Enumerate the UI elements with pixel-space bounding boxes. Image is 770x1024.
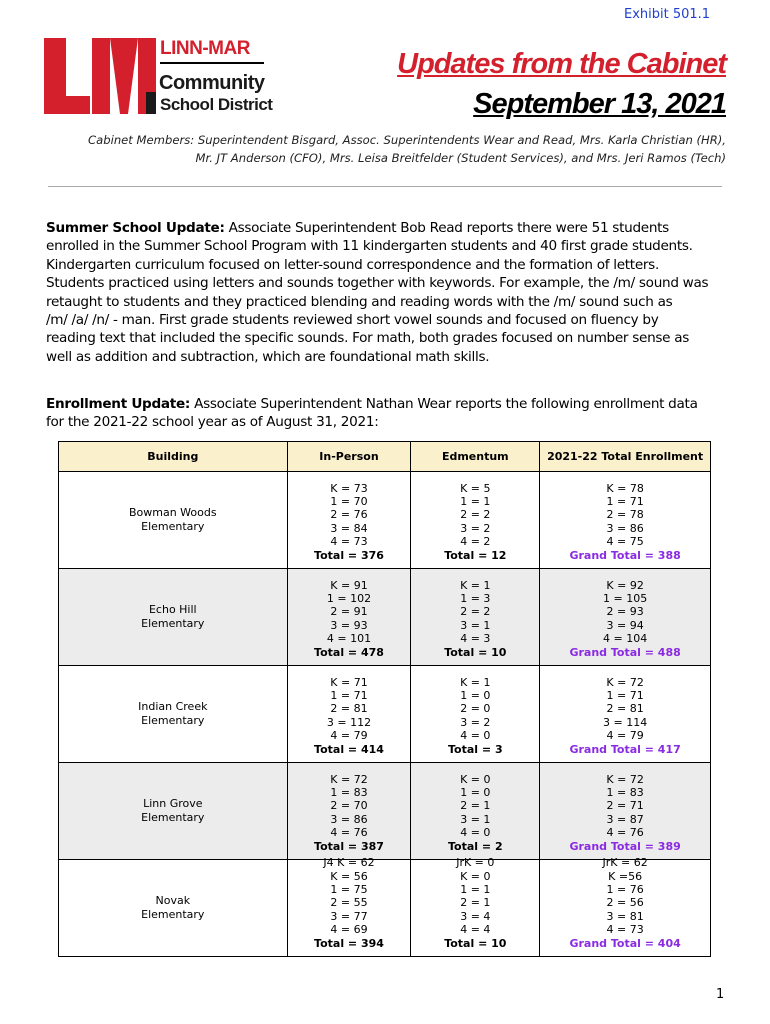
grade-count: 3 = 1	[460, 812, 491, 826]
grade-count: 4 = 73	[606, 923, 644, 937]
column-total: Total = 12	[444, 548, 507, 562]
building-name-line: Elementary	[141, 714, 205, 727]
grand-total: Grand Total = 389	[569, 839, 681, 853]
grade-count: 1 = 102	[326, 591, 372, 605]
grade-count: 3 = 86	[606, 521, 644, 535]
grade-count: 4 = 101	[326, 632, 372, 646]
cabinet-members	[86, 131, 726, 167]
grade-count: 3 = 81	[606, 909, 644, 923]
paragraph-line: /m/ /a/ /n/ - man. First grade students reviewed short vowel sounds and focused on fluency by	[46, 312, 659, 329]
column-total: Total = 376	[314, 548, 384, 562]
grade-count: 3 = 2	[460, 715, 491, 729]
table-row	[59, 860, 711, 957]
building-name-line: Linn Grove	[143, 797, 203, 810]
logo-wordmark: LINN-MAR	[160, 38, 250, 59]
building-name-line: Echo Hill	[148, 603, 197, 616]
building-name-line: Novak	[155, 894, 191, 907]
paragraph-line: well as addition and subtraction, which are foundational math skills.	[46, 348, 490, 365]
grade-count: 4 = 2	[460, 535, 491, 549]
grade-count: K = 71	[330, 675, 368, 689]
grade-count: 1 = 70	[330, 494, 368, 508]
grade-count: 3 = 2	[460, 521, 491, 535]
edmentum-cell	[411, 666, 540, 763]
grade-count: 2 = 2	[460, 508, 491, 522]
grade-count: 1 = 83	[606, 785, 644, 799]
building-name-line: Elementary	[141, 617, 205, 630]
grade-count: 4 = 79	[330, 729, 368, 743]
column-total: Total = 478	[314, 645, 384, 659]
grade-count: 2 = 81	[330, 702, 368, 716]
column-header: Building	[59, 442, 288, 472]
grade-count: 3 = 112	[326, 715, 372, 729]
logo-rule	[160, 62, 264, 64]
district-logo	[44, 38, 273, 114]
edmentum-cell	[411, 472, 540, 569]
grade-count: 1 = 71	[606, 494, 644, 508]
grand-total: Grand Total = 488	[569, 645, 681, 659]
enrollment-heading: Enrollment Update:	[46, 396, 191, 412]
grade-count: 2 = 56	[606, 896, 644, 910]
grade-count: 4 = 0	[460, 826, 491, 840]
page-date: September 13, 2021	[473, 88, 726, 120]
in-person-cell	[287, 569, 411, 666]
paragraph-line: reading text that included the specific sounds. For math, both grades focused on number sense as	[46, 330, 690, 347]
paragraph-line: Summer School Update: Associate Superintendent Bob Read reports there were 51 students	[46, 220, 669, 236]
grade-count: JrK = 0	[456, 856, 495, 870]
table-row	[59, 763, 711, 860]
building-cell	[59, 860, 288, 957]
table-header-row	[59, 442, 711, 472]
building-name-line: Elementary	[141, 811, 205, 824]
grade-count: K = 91	[330, 578, 368, 592]
building-cell	[59, 666, 288, 763]
grade-count: 1 = 1	[460, 494, 491, 508]
grade-count: K = 0	[460, 772, 491, 786]
grade-count: 1 = 105	[603, 591, 648, 605]
table-row	[59, 472, 711, 569]
summer-school-paragraph	[46, 219, 726, 366]
column-total: Total = 414	[314, 742, 384, 756]
cabinet-line: Mr. JT Anderson (CFO), Mrs. Leisa Breitfelder (Student Services), and Mrs. Jeri Ramos (Tech)	[195, 151, 726, 165]
grade-count: 1 = 71	[330, 688, 368, 702]
paragraph-line: Students practiced using letters and sounds together with keywords. For example, the /m/ sound was	[46, 275, 709, 292]
grade-count: 2 = 2	[460, 605, 491, 619]
grade-count: 3 = 1	[460, 618, 491, 632]
grade-count: K =56	[608, 869, 643, 883]
grade-count: 1 = 71	[606, 688, 644, 702]
column-header: In-Person	[287, 442, 411, 472]
grade-count: 3 = 94	[606, 618, 644, 632]
grade-count: 1 = 76	[606, 882, 644, 896]
grade-count: 2 = 71	[606, 799, 644, 813]
column-total: Total = 394	[314, 936, 384, 950]
column-total: Total = 2	[448, 839, 503, 853]
grade-count: K = 56	[330, 869, 368, 883]
edmentum-cell	[411, 569, 540, 666]
grade-count: K = 72	[330, 772, 368, 786]
table-row	[59, 666, 711, 763]
total-enrollment-cell	[540, 763, 711, 860]
in-person-cell	[287, 763, 411, 860]
logo-community: Community	[159, 72, 265, 94]
edmentum-cell	[411, 856, 540, 957]
grade-count: 2 = 76	[330, 508, 368, 522]
grade-count: 3 = 84	[330, 521, 368, 535]
enrollment-table	[58, 441, 711, 957]
column-total: Total = 10	[444, 645, 507, 659]
lm-monogram-logo	[44, 38, 156, 114]
building-name-line: Bowman Woods	[128, 506, 217, 519]
grade-count: 2 = 93	[606, 605, 644, 619]
column-header: Edmentum	[411, 442, 540, 472]
grade-count: K = 1	[460, 675, 491, 689]
in-person-cell	[287, 472, 411, 569]
column-total: Total = 3	[448, 742, 503, 756]
grade-count: 4 = 75	[606, 535, 644, 549]
paragraph-line: enrolled in the Summer School Program with 11 kindergarten students and 40 first grade students.	[46, 238, 693, 255]
grade-count: K = 92	[606, 578, 644, 592]
table-body	[59, 472, 711, 957]
grade-count: 1 = 83	[330, 785, 368, 799]
grade-count: 2 = 78	[606, 508, 644, 522]
building-name-line: Indian Creek	[138, 700, 208, 713]
page-number: 1	[716, 987, 725, 1002]
grade-count: JrK = 62	[602, 856, 648, 870]
grade-count: 4 = 76	[330, 826, 368, 840]
grade-count: 2 = 70	[330, 799, 368, 813]
paragraph-line: for the 2021-22 school year as of August 31, 2021:	[46, 414, 379, 431]
exhibit-label: Exhibit 501.1	[624, 7, 711, 22]
grade-count: K = 1	[460, 578, 491, 592]
grade-count: 3 = 87	[606, 812, 644, 826]
in-person-cell	[287, 856, 411, 957]
grand-total: Grand Total = 404	[569, 936, 681, 950]
grand-total: Grand Total = 388	[569, 548, 681, 562]
paragraph-line: retaught to students and they practiced blending and reading words with the /m/ sound such as	[46, 293, 673, 310]
total-enrollment-cell	[540, 666, 711, 763]
in-person-cell	[287, 666, 411, 763]
building-cell	[59, 763, 288, 860]
grade-count: 2 = 1	[460, 896, 491, 910]
grade-count: K = 0	[460, 869, 491, 883]
grade-count: K = 73	[330, 481, 368, 495]
total-enrollment-cell	[540, 472, 711, 569]
building-cell	[59, 472, 288, 569]
grade-count: K = 5	[460, 481, 491, 495]
grade-count: 2 = 91	[330, 605, 368, 619]
table-row	[59, 569, 711, 666]
grade-count: 2 = 81	[606, 702, 644, 716]
grade-count: 4 = 69	[330, 923, 368, 937]
grade-count: 4 = 76	[606, 826, 644, 840]
grade-count: J4 K = 62	[323, 856, 375, 870]
grand-total: Grand Total = 417	[569, 742, 681, 756]
total-enrollment-cell	[540, 569, 711, 666]
grade-count: 3 = 86	[330, 812, 368, 826]
grade-count: K = 78	[606, 481, 644, 495]
logo-school-district: School District	[160, 95, 273, 114]
grade-count: 4 = 4	[460, 923, 491, 937]
grade-count: 4 = 3	[460, 632, 491, 646]
grade-count: 3 = 114	[603, 715, 648, 729]
divider	[48, 186, 722, 187]
building-name-line: Elementary	[141, 908, 205, 921]
building-name-line: Elementary	[141, 520, 205, 533]
grade-count: 4 = 104	[603, 632, 648, 646]
paragraph-line: Enrollment Update: Associate Superintendent Nathan Wear reports the following enrollment data	[46, 396, 698, 412]
grade-count: 3 = 4	[460, 909, 491, 923]
column-total: Total = 387	[314, 839, 384, 853]
grade-count: 1 = 1	[460, 882, 491, 896]
grade-count: 2 = 0	[460, 702, 491, 716]
grade-count: 4 = 73	[330, 535, 368, 549]
grade-count: 1 = 0	[460, 688, 491, 702]
column-header: 2021-22 Total Enrollment	[540, 442, 711, 472]
grade-count: 1 = 0	[460, 785, 491, 799]
paragraph-line: Kindergarten curriculum focused on letter-sound correspondence and the formation of letters.	[46, 256, 659, 273]
grade-count: K = 72	[606, 675, 644, 689]
grade-count: 3 = 93	[330, 618, 368, 632]
grade-count: 4 = 79	[606, 729, 644, 743]
grade-count: 2 = 55	[330, 896, 368, 910]
grade-count: 3 = 77	[330, 909, 368, 923]
grade-count: 4 = 0	[460, 729, 491, 743]
page-title: Updates from the Cabinet	[397, 48, 726, 80]
grade-count: 2 = 1	[460, 799, 491, 813]
total-enrollment-cell	[540, 856, 711, 957]
grade-count: 1 = 75	[330, 882, 368, 896]
summer-school-heading: Summer School Update:	[46, 220, 225, 236]
column-total: Total = 10	[444, 936, 507, 950]
edmentum-cell	[411, 763, 540, 860]
grade-count: 1 = 3	[460, 591, 491, 605]
grade-count: K = 72	[606, 772, 644, 786]
enrollment-paragraph	[46, 395, 726, 432]
building-cell	[59, 569, 288, 666]
cabinet-line: Cabinet Members: Superintendent Bisgard, Assoc. Superintendents Wear and Read, Mrs. Karla Christian (HR),	[88, 133, 726, 147]
